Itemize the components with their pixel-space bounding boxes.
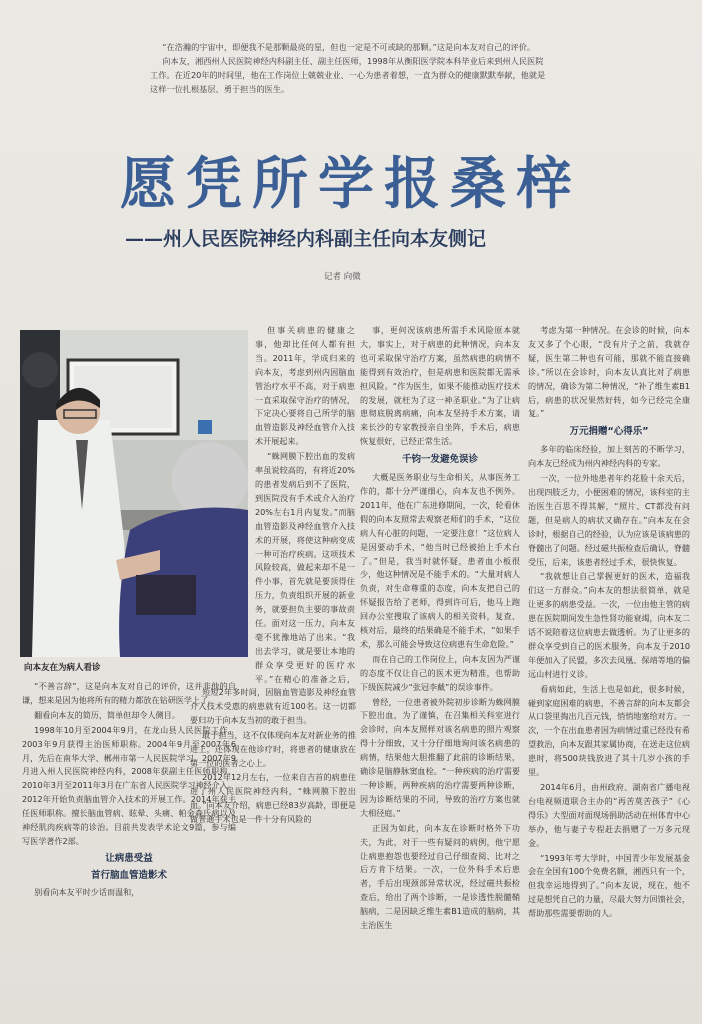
column-2-top — [255, 324, 355, 684]
paragraph: 短短2年多时间，因脑血管造影及神经血管介入技术受惠的病患就有近100名。这一切都要归功于向本友当初的敢于担当。 — [190, 687, 356, 725]
doctor-patient-photo — [20, 330, 248, 657]
intro-block — [150, 40, 550, 96]
article-photo — [20, 330, 248, 657]
section-heading: 首行脑血管造影术 — [90, 869, 167, 881]
byline: 记者 向微 — [324, 272, 361, 282]
paragraph: 别看向本友平时少话而温和， — [34, 886, 140, 897]
paragraph: 翻看向本友的简历，简单但却令人侧目。 — [34, 709, 180, 720]
paragraph: 考虑为第一种情况。在会诊的时候，向本友又多了个心眼，“没有片子之前，我就存疑，医生第二种也有可能，那就不能直接确诊。”所以在会诊时，向本友认真比对了病患的情况，确诊为第二种情况，“补了维生素B1后，病患的状况果然好转，如今已经完全康复。” — [528, 325, 690, 419]
section-heading: 千钧一发避免误诊 — [401, 454, 478, 466]
paragraph: 曾经，一位患者被外院初步诊断为蛛网膜下腔出血，为了谨慎，在召集相关科室进行会诊时，向本友照样对该名病患的照片观察得十分细致，又十分仔细地询问该名病患的病情，结果他大胆推翻了此前的诊断结果，确诊是脑静脉窦血栓。“一种疾病的治疗需要一种诊断，两种疾病的治疗需要两种诊断，因为诊断结果的不同，导致的治疗方案也就大相径庭。” — [360, 696, 520, 818]
intro-paragraph: 向本友，湘西州人民医院神经内科副主任、副主任医师，1998年从衡阳医学院本科毕业后来到州人民医院工作。在近20年的时间里，他在工作岗位上兢兢业业、一心为患者着想，一直为群众的健康默默奉献，他就是这样一位扎根基层、勇于担当的医生。 — [150, 56, 546, 94]
paragraph: “我就想让自己掌握更好的医术，造福我们这一方群众。”向本友的想法很简单，就是让更多的病患受益。一次，一位由他主管的病患在医院期间发生急性肾功能衰竭，向本友二话不说陪着这位病患去做透析。为了让更多的群众享受到自己的医术服务，向本友于2010年便加入了民盟，多次去凤凰、保靖等地的偏远山村进行义诊。 — [528, 571, 690, 679]
column-3 — [360, 324, 520, 1020]
paragraph: 大概是医务职业与生命相关，从事医务工作的，都十分严谨细心，向本友也不例外。2011年，他在广东进修期间，一次，轮看休假的向本友照常去观察老师们的手术，“这位病人有心脏的问题，一定要注意！”这位病人是因要动手术，“他当时已经被抬上手术台了。”但是，我当时就怀疑，患者血小板很少，他这种情况是不能手术的。“大量对病人负责，对生命尊重的态度，向本友把自己的怀疑报告给了老师，得到许可后，他马上跑回办公室搜取了该病人的相关资料，复查、核对后，最终的结果确是不能手术，“如果手术，那么可能会导致这位病患有生命危险。” — [360, 472, 520, 649]
paragraph: 2014年6月，由州政府、湖南省广播电视台电视频道联合主办的“再苦莫苦孩子”《心得乐》大型面对面现场捐助活动在州体育中心举办，他与妻子专程赶去捐赠了一万多元现金。 — [528, 782, 690, 848]
paragraph: 正因为如此，向本友在诊断时格外下功夫，为此，对于一些有疑问的病例，他宁愿让病患抱怨也要经过自己仔细查阅、比对之后方肯下结果。一次，一位外科手术后患者，手后出现颈部异常状况，经过磁共振检查后，给出了两个诊断，一是诊透性脱髓鞘脑病，二是因缺乏维生素B1造成的脑病，其主治医生 — [360, 822, 520, 931]
article-title: 愿凭所学报桑梓 — [120, 151, 582, 217]
paragraph: 多年的临床经验，加上刻苦的不断学习，向本友已经成为州内神经内科的专家。 — [528, 444, 690, 469]
intro-paragraph: “在浩瀚的宇宙中，即便我不是那颗最亮的星，但也一定是不可或缺的那颗。”这是向本友对自己的评价。 — [162, 42, 536, 52]
paragraph: “不善言辞”，这是向本友对自己的评价，这并非他的自谦，想来是因为他将所有的精力都放在钻研医学上了。 — [22, 681, 236, 705]
paragraph: 一次，一位外地患者年约花脸十余天后，出现四肢乏力，小便困难的情况，该科室的主治医生百思不得其解，“照片、CT都没有问题，但是病人的病状又确存在。”向本友在会诊时，根据自己的经验，认为应该是该病患的脊髓出了问题。经过磁共振检查后确认，脊髓受压，后来，该患者经过手术，很快恢复。 — [528, 473, 690, 567]
section-heading: 让病患受益 — [105, 852, 153, 864]
paragraph: 2012年12月左右，一位来自吉首的病患住进了州人民医院神经内科，“蛛网膜下腔出血。”向本友介绍，病患已经83岁高龄，即便是做普通手术也是一件十分有风险的 — [190, 772, 356, 825]
paragraph: “蛛网膜下腔出血的发病率虽说较高的，有将近20%的患者发病后到不了医院，到医院没有手术或介入治疗20%左右1月内复发。”而脑血管造影及神经血管介入技术的开展，将使这种病变成一种可治疗疾病。这项技术风险较高，做起来却不是一件小事，首先就是要顶得住压力，负责组织开展的新业务，就要担负主要的事故责任。面对这一压力，向本友毫不犹豫地站了出来。“我出去学习，就是要让本地的群众享受更好的医疗水平。”在精心的准备之后， — [255, 451, 355, 684]
article-subtitle: ——州人民医院神经内科副主任向本友侧记 — [125, 228, 487, 250]
column-4 — [528, 324, 690, 1020]
photo-caption: 向本友在为病人看诊 — [24, 663, 101, 673]
paragraph: 1998年10月至2004年9月，在龙山县人民医院工作。2003年9月获得主治医师职称。2004年9月至2007年6月，先后在南华大学、郴州市第一人民医院学习。2007年9月进入州人民医院神经内科，2008年获副主任医师职称，2010年3月至2011年3月在广东省人民医院学习神经介入。2012年开始负责脑血管介入技术的开展工作。2014年获主任医师职称。擅长脑血管病、眩晕、头痛、帕金森氏病以及神经肌肉疾病等的诊治。目前共发表学术论文9篇，参与编写医学著作2部。 — [22, 724, 236, 846]
section-heading: 万元捐赠“心得乐” — [569, 426, 649, 438]
paragraph: 事，更何况该病患所需手术风险原本就大，事实上，对于病患的此种情况，向本友也可采取保守治疗方案，虽然病患的病情不能得到有效治疗，但是病患和医院都无需承担风险。“作为医生，如果不能推动医疗技术的发展，就枉为了这一神圣职业。”为了让病患彻底脱离病痛，向本友坚持手术方案，请来长沙的专家教授亲自坐阵，手术后，病患恢复很好，已经正常生活。 — [360, 325, 520, 447]
column-2-bottom — [190, 686, 356, 1020]
paragraph: 敢于担当，这不仅体现向本友对新业务的推进上，还体现在他诊疗时，将患者的健康放在第一位的医者之心上。 — [190, 729, 356, 768]
paragraph: “1993年考大学时，中国青少年发展基金会在全国有100个免费名额，湘西只有一个，但我幸运地得到了。”向本友说，现在，他不过是想凭自己的力量，尽最大努力回馈社会，帮助那些需要帮助的人。 — [528, 852, 690, 919]
paragraph: 而在自己的工作岗位上，向本友因为严谨的态度不仅让自己的医术更为精准，也帮助下级医院减少“张冠李戴”的误诊事件。 — [360, 653, 520, 692]
paragraph: 看病如此，生活上也是如此，很多时候，碰到家庭困难的病患，不善言辞的向本友都会从口袋里掏出几百元钱，悄悄地塞给对方。一次，一个在出血患者因为病情过重已经没有希望救治，向本友跟其家属协商，在送走这位病患时，将500块钱放进了其十几岁小孩的手里。 — [528, 683, 690, 778]
paragraph: 但事关病患的健康之事，他却比任何人都有担当。2011年，学成归来的向本友，考虑到州内因脑血管治疗水平不高，对于病患一直采取保守治疗的情况，下定决心要将自己所学的脑血管造影及神经血管介入技术开展起来。 — [255, 325, 355, 447]
